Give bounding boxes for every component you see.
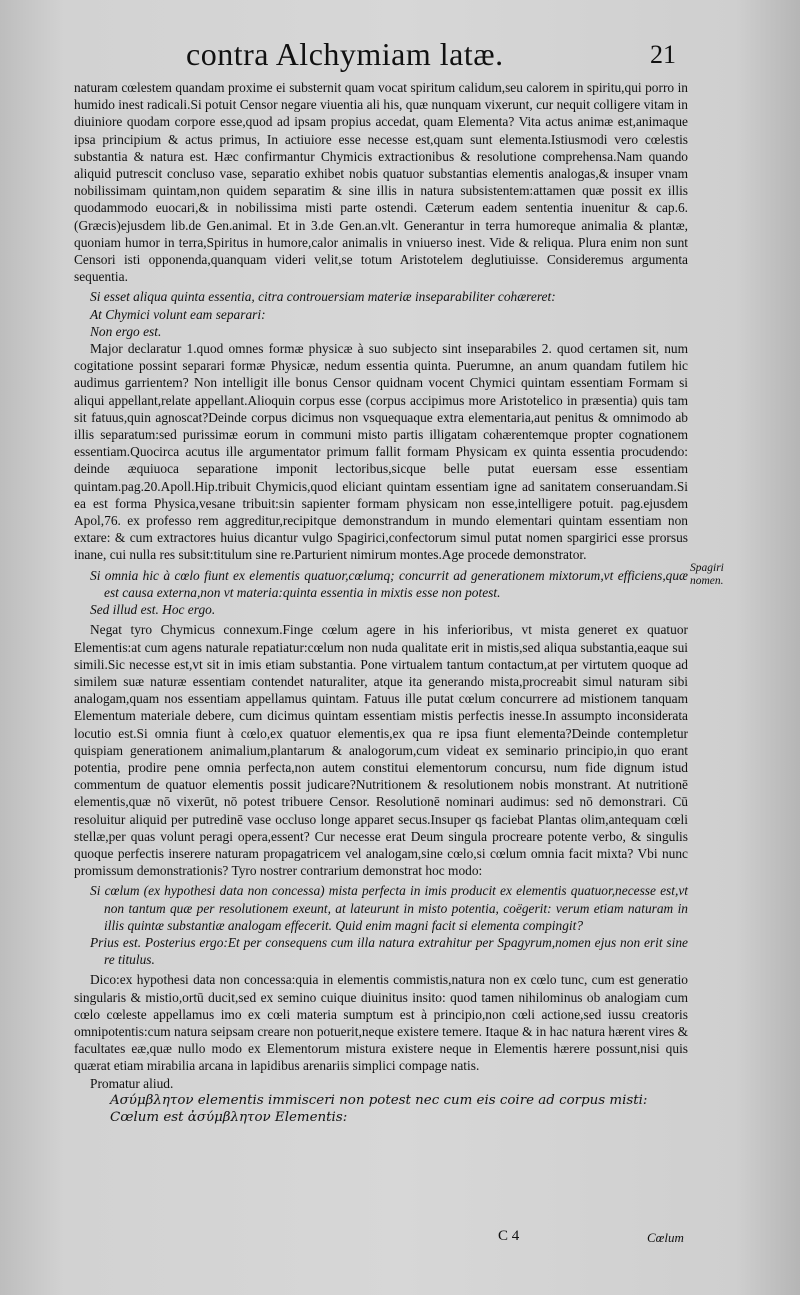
page-number: 21 bbox=[650, 40, 676, 69]
paragraph-1: naturam cœlestem quandam proxime ei substernit quam vocat spiritum calidum,seu calorem in spiritu,qui porro in humido inest radicali.Si potuit Censor negare viuentia ali his, quæ nunquam vixerunt, cur nequit colligere vitam in diuiniore quodam corpore esse,quod ad ipsam propius accedat, quam Elementa? Vita actus animæ est,animaque ipsa principium & actus primus, In actiuiore esse necesse est,quam sunt elementa.Istiusmodi vero cœlestis substantia & natura est. Hæc confirmantur Chymicis extractionibus & resolutione comprehensa.Nam quando aliquid putrescit concluso vase, separatio exhibet nobis quatuor substantias elementis analogas,& insuper vnam nobilissimam quintam,non quidem separatim & sine illis in natura subsistentem:attamen quæ possit ex illis quodammodo euocari,& in nobilissima misti parte ostendi. Cæterum eadem sententia inuenitur & cap.6. (Græcis)ejusdem lib.de Gen.animal. Et in 3.de Gen.an.vlt. Generantur in terra humoreque animalia & plantæ, quoniam humor in terra,Spiritus in humore,calor animalis in vniuerso inest. Vide & reliqua. Plura enim non sunt Censori isti opponenda,quanquam videri velit,se totum Aristotelem deglutiuisse. Consideremus argumenta sequentia. bbox=[74, 80, 688, 285]
syllogism-1-minor: At Chymici volunt eam separari: bbox=[90, 306, 266, 322]
paragraph-2: Major declaratur 1.quod omnes formæ physicæ à suo subjecto sint inseparabiles 2. quod certamen sit, num cogitatione possint separari formæ Physicæ, nedum essentia quinta. Puerumne, an anum quandam futilem hic audimus garrientem? Non intelligit ille bonus Censor quidnam vocent Chymici quintam essentiam Formam si aliqui appellant,relate appellant.Alioquin corpus esse (corpus accipimus more Aristotelico in præsentia) quis tam sit fatuus,quin agnoscat?Deinde corpus dicimus non vsquequaque extra elementaria,aut penitus & omnimodo ab illis separatum:sed purissimæ eorum in communi misto partis illigatam cohærentemque propter cognationem essentiam.Quocirca acutus ille argumentator primum fallit formam Physicam ex quinta essentia procudendo: deinde æquiuoca separatione imponit lectoribus,sicque belle putat euersam esse essentiam quintam.pag.20.Apoll.Hip.tribuit Chymicis,quod eliciant quintam essentiam igne ad sanitatem conseruandam.Si ea est forma Physica,vesane tribuit:sin sapienter formam physicam non esse,intelligere potuit. pag.ejusdem Apol,76. ex professo rem aggreditur,recipitque demonstrandum in mundo elementari quintam essentiam non extare: & cum extractores huius dicantur vulgo Spagirici,confectorum simul putat nomen spargirici esse prorsus inane, cui nulla res subsit:titulum sine re.Parturient nimirum montes.Age procede demonstrator. bbox=[74, 341, 688, 563]
page-footer bbox=[0, 1222, 800, 1252]
syllogism-1-major: Si esset aliqua quinta essentia, citra controuersiam materiæ inseparabiliter cohæreret: bbox=[90, 289, 556, 305]
greek-line-1: Ασύμβλητον elementis immisceri non potest nec cum eis coire ad corpus misti: bbox=[110, 1092, 648, 1108]
page-header bbox=[0, 36, 800, 76]
syllogism-2-major: Si omnia hic à cœlo fiunt ex elementis quatuor,cœlumq; concurrit ad generationem mixtorum,vt efficiens,quæ est causa externa,non vt materia:quinta essentia in mixtis esse non potest. bbox=[90, 567, 688, 600]
main-text bbox=[74, 79, 688, 1126]
catchword: Cœlum bbox=[647, 1230, 684, 1245]
syllogism-3-major: Si cœlum (ex hypothesi data non concessa) mista perfecta in imis producit ex elementis quatuor,necesse est,vt non tantum quæ per resolutionem exeunt, at lateurunt in misto potentia, coëgerit: verum etiam naturam in illis quintæ substantiæ analogam effecerit. Quid enim magni facit si elementa compingit? bbox=[90, 883, 688, 933]
paragraph-3: Negat tyro Chymicus connexum.Finge cœlum agere in his inferioribus, vt mista generet ex quatuor Elementis:at cum agens naturale repatiatur:cœlum non nuda qualitate erit in mistis,sed aliqua substantia,eaque sui simili.Sic necesse est,vt sit in imis etiam substantia. Pone virtualem tantum contactum,at per virtutem quoque ad similem suæ naturæ essentiam contendet naturaliter, atque ita generando mista,procreabit simul naturam sibi analogam,quam nos essentiam appellamus quintam. Fatuus ille putat cœlum concurrere ad mistionem tanquam Elementum materiale debere, cum dicimus quintam essentiam mistis perfectis inesse.In assumpto inconsiderata locutio est.Si omnia fiunt à cœlo,ex quatuor elementis,ex qua re ipsa fiunt elementa?Deinde contempletur quispiam generationem animalium,plantarum & analogorum,cum videat ex seminario principio,in quo erant potentia, prodire pene omnia perfecta,non autem constitui elementorum concursu, num fide dignum istud commentum de quatuor elementis possit judicare?Nutritionem & resolutionem nobis monstrant. At nutritionē elementis,quæ nō vixerūt, nō potest tribuere Censor. Resolutionē nominari audimus: sed nō demonstrari. Cū resoluitur aliquid per putredinē vase occluso longe apparet secus.Insuper qs faciebat Plantas olim,antequam cœli stellæ,per quas volunt peragi opera,essent? Cur necesse erat Deum singula procreare potente verbo, & singulis quoque perfectis inserere naturam propagatricem vel analogam,sine cœlo,si cœlum omnia facit mixta? Vbi nunc promissum demonstrationis? Tyro nostrer contrarium demonstrat hoc modo: bbox=[74, 622, 688, 879]
paragraph-5: Promatur aliud. bbox=[90, 1075, 174, 1091]
running-title: contra Alchymiam latæ. bbox=[186, 36, 504, 72]
paragraph-4: Dico:ex hypothesi data non concessa:quia in elementis commistis,natura non ex cœlo tunc, cum est generatio singularis & mistio,ortū ducit,sed ex semino cuique diuinitus insito: quod tamen nihilominus ob analogiam cum cœlo cœleste appellamus imo ex cœli materia sumptum est à principio,non cœli actione,sed iussu creatoris omnipotentis:cum natura seipsam creare non potuerit,neque existere temere. Itaque & in hac natura hærent vires & facultates eæ,quæ nullo modo ex Elementorum mistura existere neque in Elementis hærere possunt,nisi quis quærat etiam mirabilia arcana in lapidibus arenariis simplici compage natis. bbox=[74, 972, 688, 1074]
signature-mark: C 4 bbox=[498, 1228, 520, 1244]
syllogism-2-conclusion: Sed illud est. Hoc ergo. bbox=[90, 602, 216, 618]
syllogism-3-conclusion: Prius est. Posterius ergo:Et per consequens cum illa natura extrahitur per Spagyrum,nomen ejus non erit sine re titulus. bbox=[90, 934, 688, 968]
syllogism-1-conclusion: Non ergo est. bbox=[90, 323, 162, 339]
marginal-note: Spagiri nomen. bbox=[690, 562, 724, 587]
greek-line-2: Cœlum est ἀσύμβλητον Elementis: bbox=[110, 1109, 348, 1125]
